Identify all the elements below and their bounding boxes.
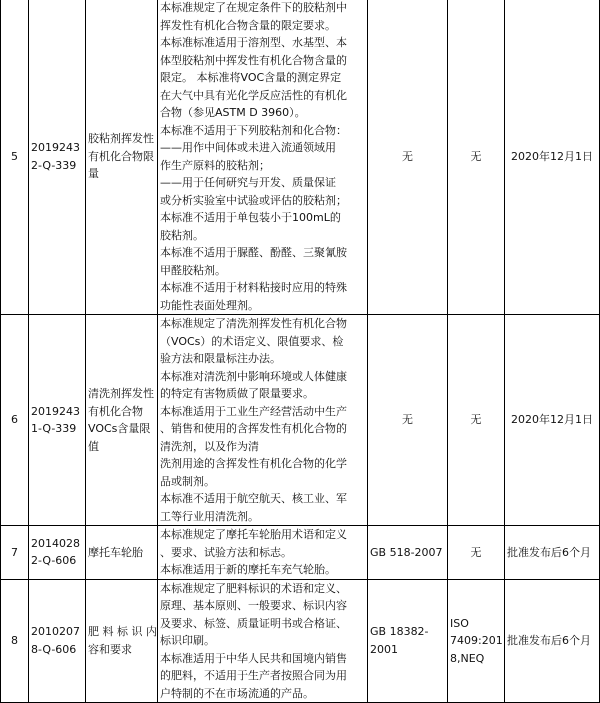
standard-name-cell: 清洗剂挥发性 有机化合物 VOCs含量限 值 bbox=[86, 315, 158, 526]
adopted-standard-cell: 无 bbox=[448, 526, 505, 580]
scope-description-cell: 本标准规定了清洗剂挥发性有机化合物 （VOCs）的术语定义、限值要求、检 验方法和限量标注办法。 本标准对清洗剂中影响环境或人体健康 的特定有害物质做了限量要求。 本标准适用于工业生产经营活动中生产 、销售和使用的含挥发性有机化合物的 清洗剂，以及作为清 洗剂用途的含挥发性有机化合物的化学 品或制剂。 本标准不适用于航空航天、核工业、军 工等行业用清洗剂。 bbox=[158, 315, 368, 526]
plan-number-cell: 2010207 8-Q-606 bbox=[29, 579, 86, 703]
table-row bbox=[1, 0, 600, 315]
table-row bbox=[1, 526, 600, 580]
table-row bbox=[1, 315, 600, 526]
table-row bbox=[1, 579, 600, 703]
replaced-standard-cell: 无 bbox=[368, 315, 448, 526]
scope-description-cell: 本标准规定了在规定条件下的胶粘剂中 挥发性有机化合物含量的限定要求。 本标准标准适用于溶剂型、水基型、本 体型胶粘剂中挥发性有机化合物含量的 限定。 本标准将VOC含量的测定界定 在大气中具有光化学反应活性的有机化 合物（参见ASTM D 3960）。 本标准不适用于下列胶粘剂和化合物： ——用作中间体或未进入流通领域用 作生产原料的胶粘剂； ——用于任何研究与开发、质量保证 或分析实验室中试验或评估的胶粘剂； 本标准不适用于单包装小于100mL的 胶粘剂。 本标准不适用于脲醛、酚醛、三聚氰胺 甲醛胶粘剂。 本标准不适用于材料粘接时应用的特殊 功能性表面处理剂。 bbox=[158, 0, 368, 315]
scope-description-cell: 本标准规定了肥料标识的术语和定义、 原理、基本原则、一般要求、标识内容 及要求、标签、质量证明书或合格证、 标识印刷。 本标准适用于中华人民共和国境内销售 的肥料，不适用于生产者按照合同为用 户特制的不在市场流通的产品。 bbox=[158, 579, 368, 703]
adopted-standard-cell: 无 bbox=[448, 315, 505, 526]
adopted-standard-cell: 无 bbox=[448, 0, 505, 315]
row-index: 7 bbox=[1, 526, 29, 580]
plan-number-cell: 2019243 1-Q-339 bbox=[29, 315, 86, 526]
row-index: 6 bbox=[1, 315, 29, 526]
implementation-date-cell: 2020年12月1日 bbox=[505, 315, 600, 526]
replaced-standard-cell: 无 bbox=[368, 0, 448, 315]
implementation-date-cell: 2020年12月1日 bbox=[505, 0, 600, 315]
standard-name-cell: 肥 料 标 识 内 容和要求 bbox=[86, 579, 158, 703]
scope-description-cell: 本标准规定了摩托车轮胎用术语和定义 、要求、试验方法和标志。 本标准适用于新的摩托车充气轮胎。 bbox=[158, 526, 368, 580]
standard-name-cell: 胶粘剂挥发性 有机化合物限 量 bbox=[86, 0, 158, 315]
row-index: 8 bbox=[1, 579, 29, 703]
adopted-standard-cell: ISO 7409:201 8,NEQ bbox=[448, 579, 505, 703]
row-index: 5 bbox=[1, 0, 29, 315]
standard-name-cell: 摩托车轮胎 bbox=[86, 526, 158, 580]
replaced-standard-cell: GB 18382- 2001 bbox=[368, 579, 448, 703]
plan-number-cell: 2014028 2-Q-606 bbox=[29, 526, 86, 580]
implementation-date-cell: 批准发布后6个月 bbox=[505, 579, 600, 703]
plan-number-cell: 2019243 2-Q-339 bbox=[29, 0, 86, 315]
replaced-standard-cell: GB 518-2007 bbox=[368, 526, 448, 580]
implementation-date-cell: 批准发布后6个月 bbox=[505, 526, 600, 580]
